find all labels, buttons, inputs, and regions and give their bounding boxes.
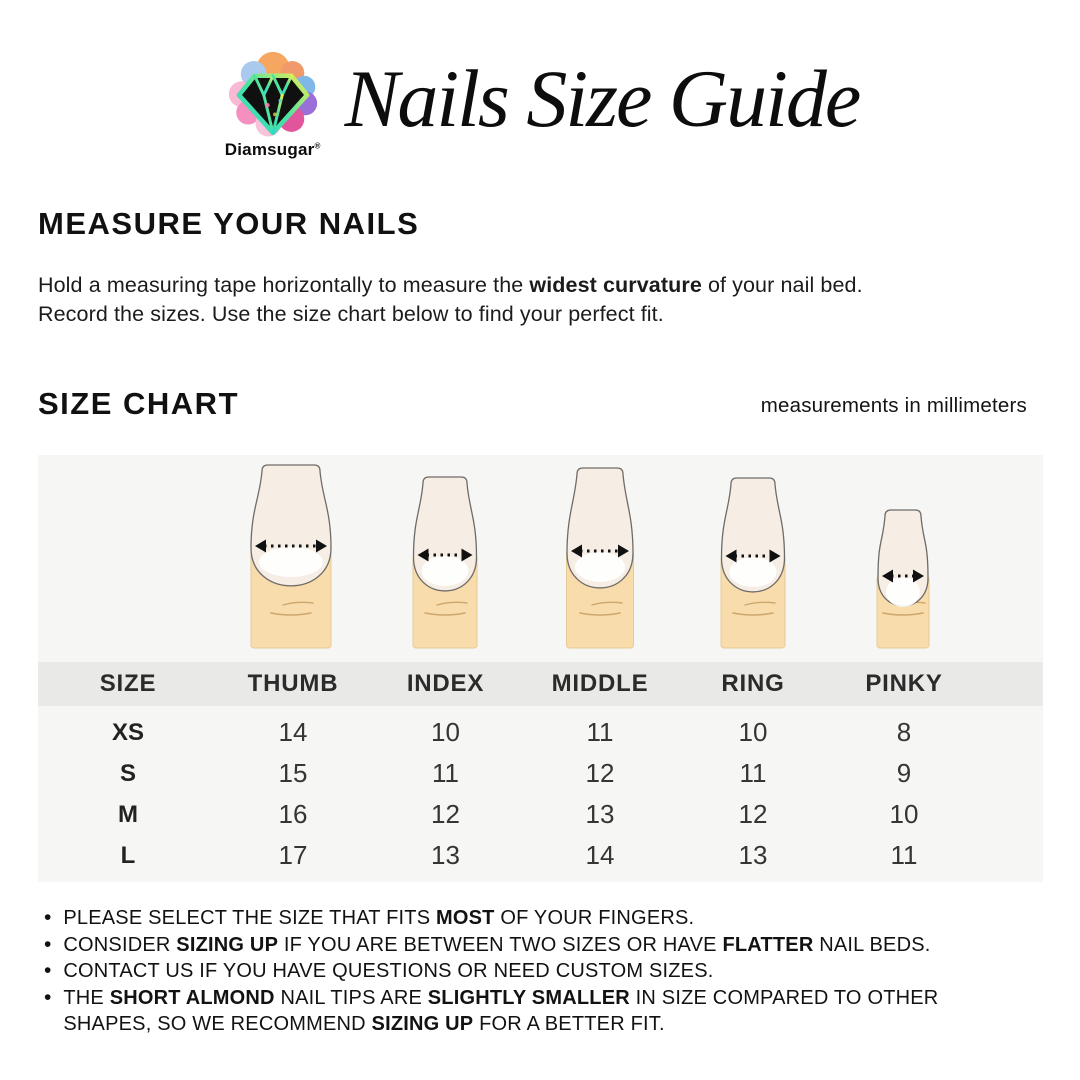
column-header-pinky: PINKY xyxy=(865,670,943,697)
cuticle-highlight xyxy=(259,547,323,577)
finger-illustrations xyxy=(38,455,1043,660)
cuticle-highlight xyxy=(886,577,920,607)
size-row-m xyxy=(38,794,1043,835)
size-value-index: 11 xyxy=(432,758,459,788)
diamond-logo-icon xyxy=(227,50,319,142)
finger-ring xyxy=(721,478,785,648)
trademark-symbol: ® xyxy=(314,141,321,151)
column-header-ring: RING xyxy=(721,670,785,697)
size-value-ring: 10 xyxy=(738,717,768,747)
brand-logo xyxy=(221,50,325,160)
unit-note: measurements in millimeters xyxy=(760,394,1027,417)
note-item xyxy=(38,905,1043,932)
notes-list xyxy=(38,905,1043,1038)
bullet-icon: • xyxy=(44,932,52,956)
size-value-middle: 13 xyxy=(585,799,615,829)
size-value-middle: 11 xyxy=(586,717,614,747)
measure-section-heading: MEASURE YOUR NAILS xyxy=(38,206,420,241)
size-value-index: 12 xyxy=(431,799,460,829)
size-value-thumb: 17 xyxy=(278,840,308,870)
brand-name: Diamsugar® xyxy=(224,140,321,159)
size-label: XS xyxy=(111,718,144,746)
cuticle-highlight xyxy=(422,556,469,586)
finger-index xyxy=(413,477,477,648)
bullet-icon: • xyxy=(44,959,52,982)
size-row-s xyxy=(38,753,1043,794)
note-text: THE SHORT ALMOND NAIL TIPS ARE SLIGHTLY SMALLER IN SIZE COMPARED TO OTHER SHAPES, SO WE RECOMMEND SIZING UP FOR A BETTER FIT. xyxy=(63,986,939,1035)
finger-middle xyxy=(567,468,634,648)
size-value-thumb: 15 xyxy=(278,758,308,788)
cuticle-highlight xyxy=(730,557,777,587)
size-value-ring: 11 xyxy=(739,758,767,788)
note-text: CONSIDER SIZING UP IF YOU ARE BETWEEN TWO SIZES OR HAVE FLATTER NAIL BEDS. xyxy=(63,933,931,956)
column-header-size: SIZE xyxy=(99,670,157,697)
size-table-body xyxy=(38,706,1043,876)
measure-instructions-line: Hold a measuring tape horizontally to measure the widest curvature of your nail bed. xyxy=(38,273,863,297)
size-value-pinky: 8 xyxy=(896,717,912,747)
note-item xyxy=(38,985,1043,1038)
size-row-l xyxy=(38,835,1043,876)
note-item xyxy=(38,932,1043,959)
size-value-pinky: 9 xyxy=(896,758,912,788)
size-value-pinky: 10 xyxy=(889,799,919,829)
bullet-icon: • xyxy=(44,906,52,929)
size-value-index: 10 xyxy=(431,717,460,747)
bullet-icon: • xyxy=(44,985,52,1009)
column-header-middle: MIDDLE xyxy=(551,670,649,697)
size-label: S xyxy=(119,759,136,787)
finger-thumb xyxy=(251,465,331,648)
size-value-thumb: 14 xyxy=(278,717,308,747)
size-value-ring: 12 xyxy=(738,799,768,829)
size-value-pinky: 11 xyxy=(890,840,918,870)
size-value-index: 13 xyxy=(431,840,460,870)
size-chart-heading: SIZE CHART xyxy=(38,386,239,421)
note-text: PLEASE SELECT THE SIZE THAT FITS MOST OF YOUR FINGERS. xyxy=(63,907,695,929)
size-row-xs xyxy=(38,712,1043,753)
header xyxy=(0,50,1080,160)
size-value-middle: 12 xyxy=(585,758,615,788)
size-value-ring: 13 xyxy=(738,840,768,870)
measure-instructions xyxy=(38,271,1043,329)
size-table-header xyxy=(38,662,1043,706)
size-label: L xyxy=(120,841,136,869)
size-label: M xyxy=(118,800,138,828)
note-item xyxy=(38,958,1043,985)
size-value-middle: 14 xyxy=(585,840,615,870)
size-value-thumb: 16 xyxy=(278,799,308,829)
cuticle-highlight xyxy=(575,552,625,582)
finger-pinky xyxy=(877,510,929,648)
column-header-thumb: THUMB xyxy=(247,670,339,697)
column-header-index: INDEX xyxy=(406,670,485,697)
measure-instructions-line: Record the sizes. Use the size chart below to find your perfect fit. xyxy=(38,302,664,326)
page-title: Nails Size Guide xyxy=(344,53,860,144)
note-text: CONTACT US IF YOU HAVE QUESTIONS OR NEED CUSTOM SIZES. xyxy=(63,960,714,982)
size-chart-panel xyxy=(38,455,1043,882)
